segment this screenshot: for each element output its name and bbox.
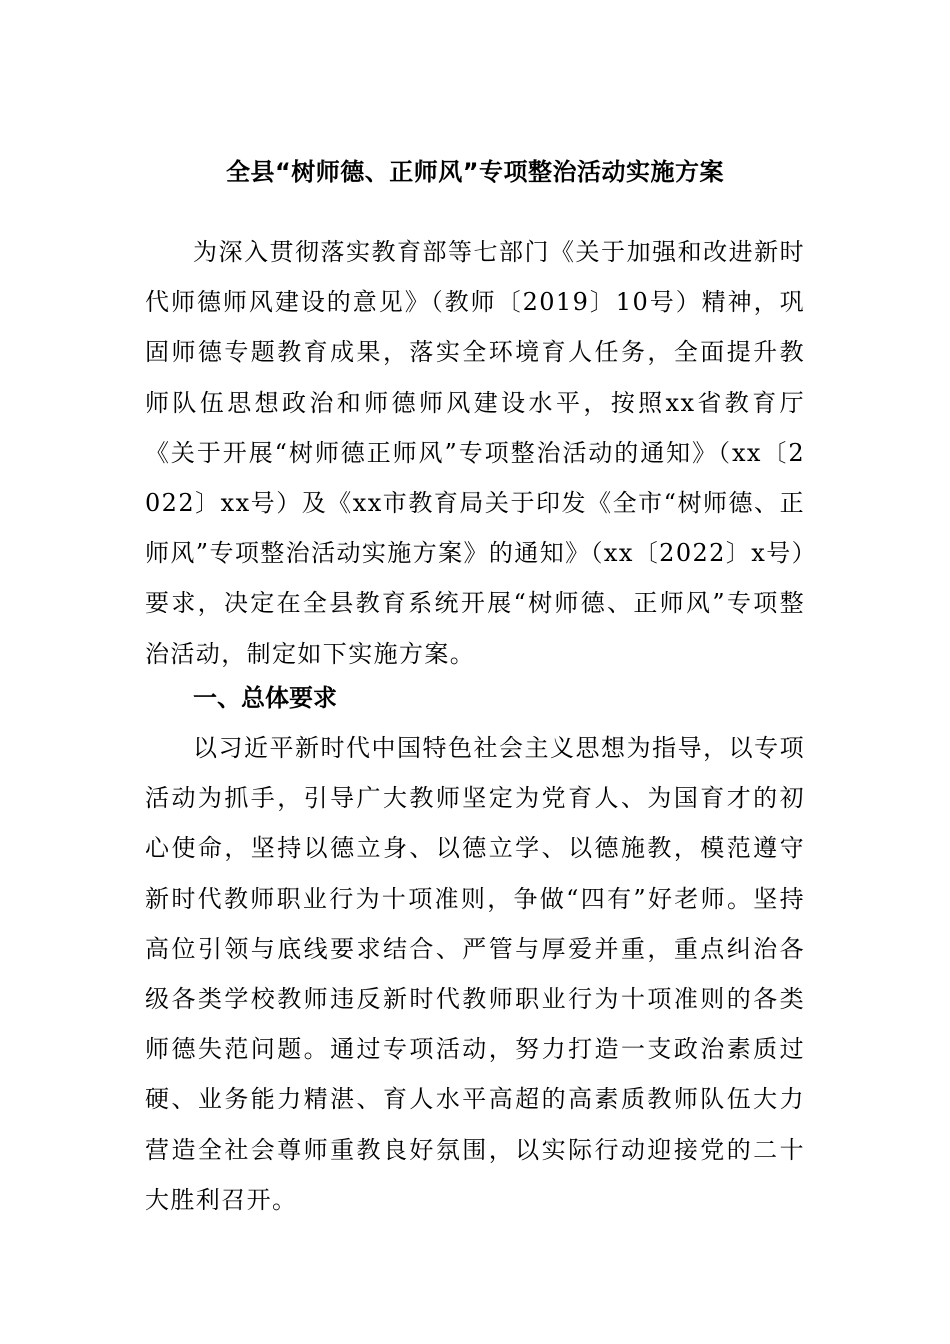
section-heading-general-requirements: 一、总体要求 bbox=[193, 684, 337, 712]
section-paragraph-general-requirements: 以习近平新时代中国特色社会主义思想为指导，以专项活动为抓手，引导广大教师坚定为党育人、为国育才的初心使命，坚持以德立身、以德立学、以德施教，模范遵守新时代教师职业行为十项准则，争做“四有”好老师。坚持高位引领与底线要求结合、严管与厚爱并重，重点纠治各级各类学校教师违反新时代教师职业行为十项准则的各类师德失范问题。通过专项活动，努力打造一支政治素质过硬、业务能力精湛、育人水平高超的高素质教师队伍大力营造全社会尊师重教良好氛围，以实际行动迎接党的二十大胜利召开。 bbox=[145, 734, 805, 1214]
intro-paragraph: 为深入贯彻落实教育部等七部门《关于加强和改进新时代师德师风建设的意见》（教师〔2019〕10号）精神，巩固师德专题教育成果，落实全环境育人任务，全面提升教师队伍思想政治和师德师风建设水平，按照xx省教育厅《关于开展“树师德正师风”专项整治活动的通知》（xx〔2022〕xx号）及《xx市教育局关于印发《全市“树师德、正师风”专项整治活动实施方案》的通知》（xx〔2022〕x号）要求，决定在全县教育系统开展“树师德、正师风”专项整治活动，制定如下实施方案。 bbox=[145, 238, 805, 668]
document-title: 全县“树师德、正师风”专项整治活动实施方案 bbox=[225, 158, 725, 186]
